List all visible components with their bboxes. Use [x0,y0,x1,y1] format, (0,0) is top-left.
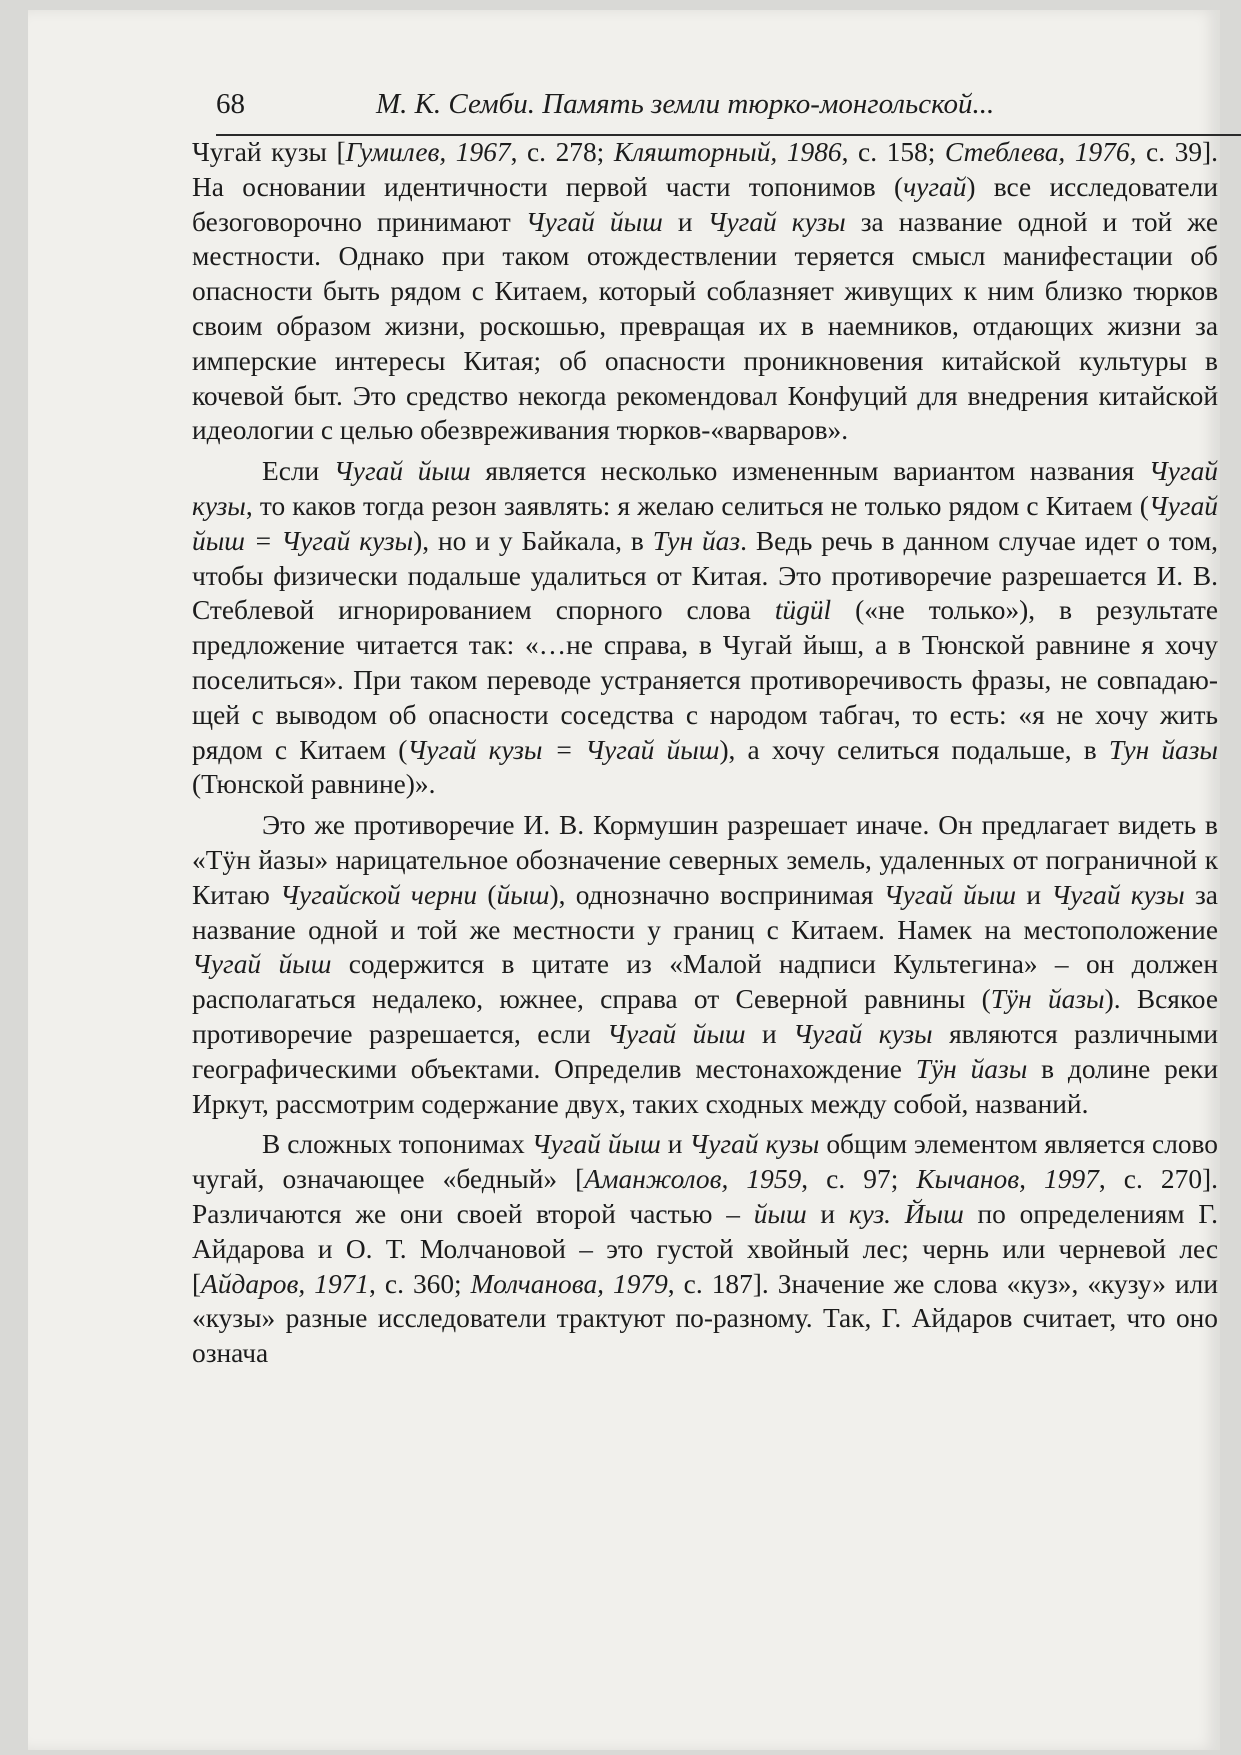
italic-run: Аманжолов, 1959 [584,1164,802,1195]
text-run: общим элементом является слово чугай, означающее «бедный» [ [192,1129,1218,1195]
text-run: Если [262,456,334,487]
text-run: и [660,1129,690,1160]
body-text [192,135,1218,1371]
italic-run: Чугай кузы [707,206,846,237]
italic-run: Чугай йыш [883,879,1017,910]
italic-run: Чугай кузы [192,456,1218,521]
text-run: Чугай кузы [ [192,137,346,167]
text-run: являются различными географическими объектами. Определив местонахождение [192,1018,1218,1084]
text-run: ), но и у Байкала, в [413,525,653,556]
text-run: по определениям Г. Айдарова и О. Т. Молчановой – это густой хвойный лес; чернь или черневой лес [ [192,1198,1218,1299]
text-run: , с. 39]. На основании идентичности первой части топонимов ( [192,137,1218,202]
text-run: ) все исследователи безоговорочно принимают [192,171,1219,237]
text-run: ). Всякое противоречие разрешается, если [192,984,1218,1049]
italic-run: Чугай кузы [689,1129,820,1160]
italic-run: йыш [496,879,550,910]
text-run: ), однозначно воспринимая [549,879,884,910]
text-run: , с. 187]. Значение же слова «куз», «кузу» или «кузы» разные исследователи трактуют по-разному. Так, Г. Айдаров считает, что оно означа [192,1268,1218,1369]
running-head: М. К. Семби. Память земли тюрко-монгольской... [376,88,995,120]
italic-run: Тун йаз [652,525,741,556]
italic-run: Чугай йыш [607,1018,746,1049]
italic-run: Тун йазы [1108,734,1218,765]
italic-run: Чугай кузы [793,1018,933,1049]
text-run: и [662,206,708,237]
text-run: ( [477,879,497,910]
text-run: («не только»), в результате предложение читается так: «…не справа, в Чугай йыш, а в Тюнской равнине я хочу поселиться». При таком переводе устраняется противоречивость фразы, не совпадающей с выводом об опасности соседства с народом табгач, то есть: «я не хочу жить рядом с Китаем ( [192,595,1218,765]
text-run: , то каков тогда резон заявлять: я желаю селиться не только рядом с Китаем ( [245,490,1149,521]
italic-run: Тӱн йазы [990,984,1105,1015]
italic-run: Гумилев, 1967 [345,137,511,167]
text-run: (Тюнской равнине)». [192,769,436,800]
italic-run: Стеблева, 1976 [944,137,1130,167]
italic-run: Кычанов, 1997 [916,1164,1099,1195]
text-run: в долине реки Иркут, рассмотрим содержание двух, таких сходных между собой, названий. [192,1053,1218,1119]
italic-run: чугай [903,171,967,202]
italic-run: Тӱн йазы [915,1053,1028,1084]
text-run: В сложных топонимах [262,1129,532,1160]
text-run: за название одной и той же местности у границ с Китаем. Намек на местоположение [192,879,1218,945]
italic-run: Чугайской черни [280,879,478,910]
text-run: , с. 97; [801,1164,917,1195]
text-run: , с. 270]. Различаются же они своей второй частью – [192,1164,1218,1229]
text-run: за название одной и той же местности. Однако при таком отождествлении теряется смысл манифестации об опасности быть рядом с Китаем, который соблазняет живущих к ним близко тюрков своим образом жизни, роскошью, превращая их в наемников, отдающих жизни за имперские интересы Китая; об опасности проникновения китайской культуры в кочевой быт. Это средство некогда рекомендовал Конфуций для внедрения китайской идеологии с целью обезвреживания тюрков-«варваров». [192,206,1218,446]
italic-run: Чугай йыш [192,949,332,980]
text-run: и [745,1018,794,1049]
italic-run: Чугай кузы [1051,879,1185,910]
page-number: 68 [216,88,245,120]
text-run: , с. 360; [369,1268,471,1299]
italic-run: куз. Йыш [848,1198,964,1229]
italic-run: Чугай йыш [525,206,663,237]
text-run: , с. 278; [510,137,614,167]
paragraph [192,135,1218,448]
text-run: ), а хочу селиться подальше, в [719,734,1109,765]
italic-run: Чугай йыш [531,1129,661,1160]
italic-run: Чугай кузы = Чугай йыш [407,734,720,765]
text-run: Это же противоречие И. В. Кормушин разрешает иначе. Он предлагает видеть в «Тӱн йазы» нарицательное обозначение северных земель, удаленных от пограничной к Китаю [192,810,1218,910]
italic-run: Чугай йыш = Чугай кузы [192,490,1218,556]
italic-run: Айдаров, 1971 [201,1268,370,1299]
italic-run: йыш [753,1198,807,1229]
paragraph [192,1127,1218,1371]
paragraph [192,808,1218,1121]
text-run: , с. 158; [841,137,945,167]
italic-run: Кляшторный, 1986 [613,137,842,167]
text-run: является несколько измененным вариантом названия [470,456,1149,487]
text-run: содержится в цитате из «Малой надписи Культегина» – он должен располагаться недалеко, южнее, справа от Северной равнины ( [192,949,1218,1015]
page-header [216,86,1241,136]
italic-run: tügül [774,595,832,626]
text-run: и [806,1198,849,1229]
text-run: и [1016,879,1052,910]
paragraph [192,454,1218,802]
italic-run: Чугай йыш [333,456,471,487]
text-run: . Ведь речь в данном случае идет о том, чтобы физически подальше удалиться от Китая. Это противоречие разрешается И. В. Стеблевой игнорированием спорного слова [192,525,1219,626]
italic-run: Молчанова, 1979 [470,1268,668,1299]
